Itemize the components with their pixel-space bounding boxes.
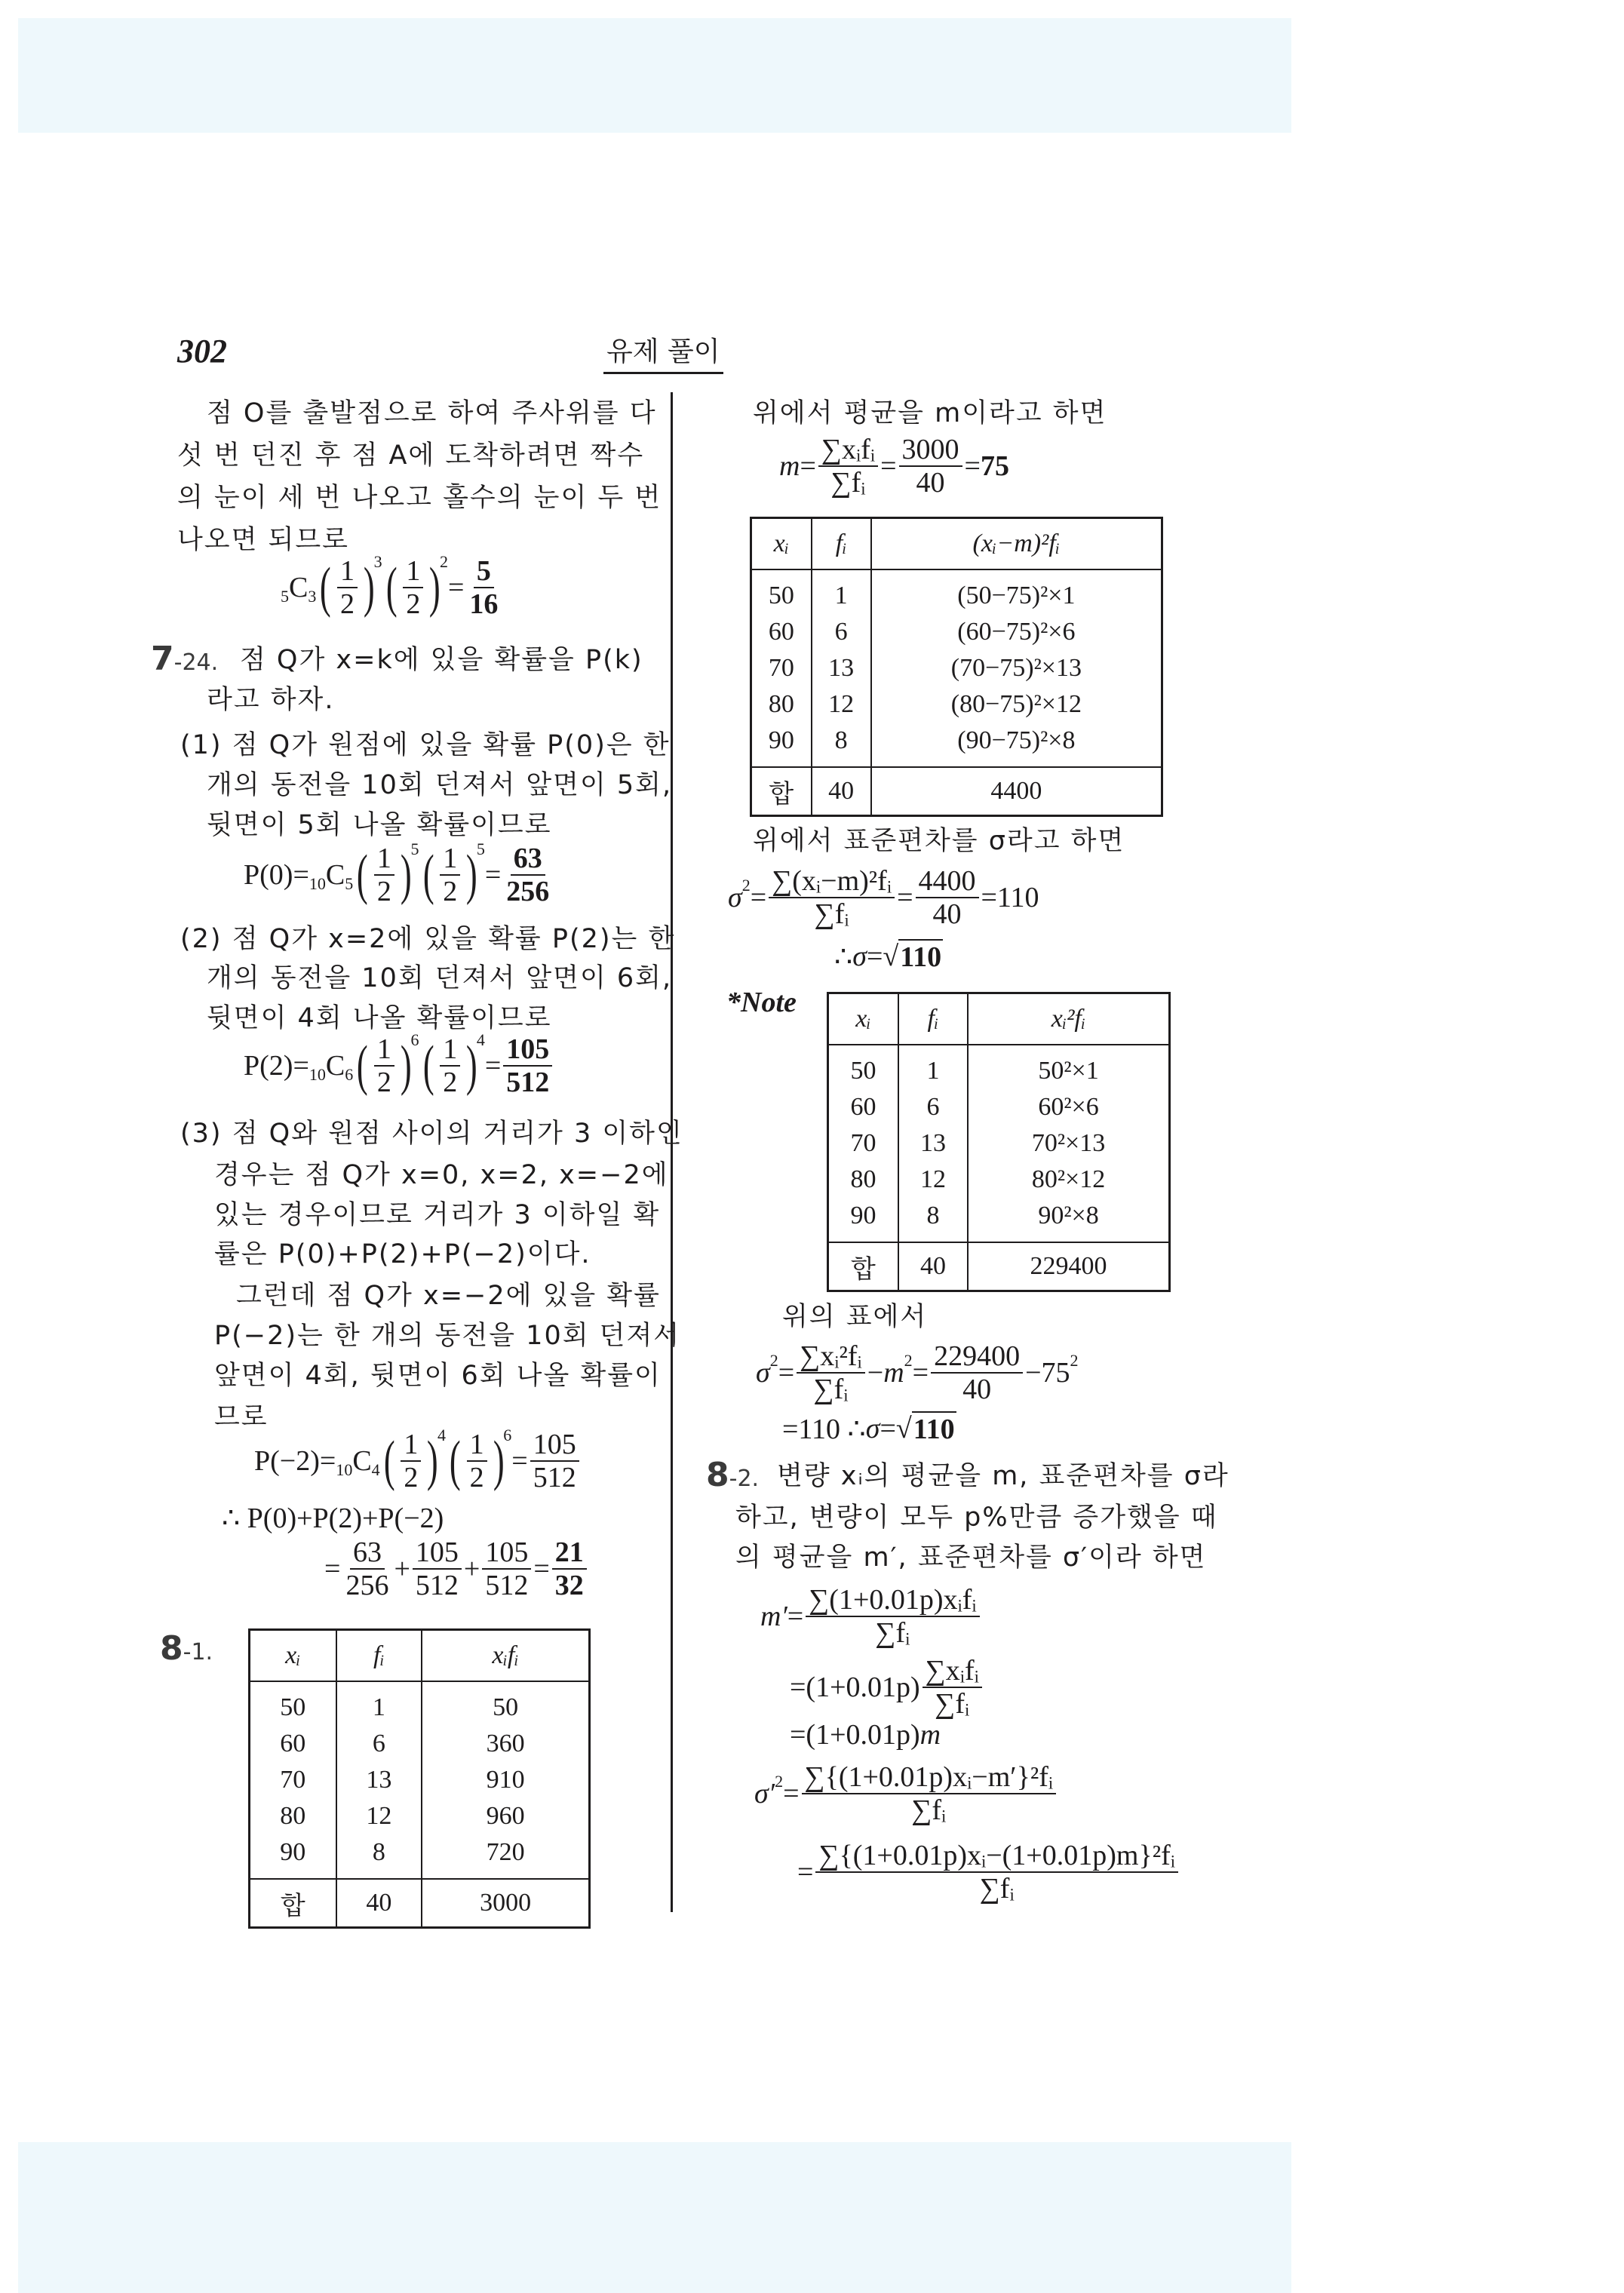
table-cell: 12	[336, 1798, 422, 1834]
formula-sigma-prime	[754, 1752, 1058, 1835]
fraction-numerator: 105	[413, 1536, 462, 1570]
table-header-row	[250, 1630, 590, 1682]
paragraph-line: (2) 점 Q가 x=2에 있을 확률 P(2)는 한	[180, 924, 676, 954]
fraction-denominator: 40	[932, 898, 962, 930]
table-cell: 40	[898, 1242, 968, 1291]
fraction-numerator: ∑{(1+0.01p)xᵢ−(1+0.01p)m}²fᵢ	[815, 1840, 1178, 1873]
fraction-numerator: 1	[467, 1429, 487, 1462]
fraction-numerator: 5	[474, 555, 494, 588]
fraction-numerator: 21	[552, 1536, 587, 1570]
fraction-numerator: 1	[374, 1033, 394, 1067]
formula-p0	[244, 833, 554, 916]
fraction-denominator: 40	[962, 1374, 992, 1405]
fraction-numerator: 1	[401, 1429, 421, 1462]
fraction-numerator: 1	[337, 555, 358, 588]
table-row	[751, 569, 1162, 614]
fraction-denominator: 32	[554, 1570, 584, 1601]
exponent: 6	[410, 1030, 419, 1049]
fraction-numerator: ∑xᵢ²fᵢ	[797, 1340, 865, 1374]
paragraph-line: P(−2)는 한 개의 동전을 10회 던져서	[214, 1321, 681, 1351]
paragraph-line: 개의 동전을 10회 던져서 앞면이 5회,	[207, 770, 673, 800]
fraction-denominator: ∑fᵢ	[830, 467, 866, 499]
fraction	[467, 1429, 487, 1493]
fraction-numerator: ∑(xᵢ−m)²fᵢ	[769, 865, 895, 898]
exponent: 4	[476, 1030, 485, 1049]
subscript: 3	[308, 587, 317, 606]
table-cell: 13	[336, 1762, 422, 1798]
fraction	[806, 1584, 979, 1649]
formula-text: =	[800, 450, 816, 482]
table-cell: 910	[422, 1762, 589, 1798]
fraction-denominator: ∑fᵢ	[875, 1617, 910, 1649]
column-header: xᵢ	[250, 1630, 336, 1682]
table-cell: 70	[828, 1125, 898, 1162]
paragraph-line: 나오면 되므로	[177, 525, 349, 555]
column-header: fᵢ	[898, 993, 968, 1045]
paragraph-line: 라고 하자.	[207, 685, 335, 715]
table-cell: (90−75)²×8	[871, 723, 1162, 767]
math-variable: m	[779, 450, 800, 482]
left-paren: (	[422, 1035, 434, 1097]
formula-text: =(1+0.01p)	[790, 1719, 920, 1751]
formula-text: =	[533, 1553, 550, 1585]
superscript: 2	[904, 1351, 913, 1370]
fraction-denominator: 256	[506, 876, 550, 907]
table-row	[828, 1089, 1170, 1125]
superscript: 2	[741, 876, 751, 895]
formula-text: P(0)=	[244, 859, 309, 891]
subscript: 5	[281, 587, 289, 606]
table-row	[828, 1162, 1170, 1198]
problem-label-8-1	[160, 1629, 213, 1668]
math-variable: m′	[760, 1601, 787, 1632]
page-header-title: 유제 풀이	[603, 330, 723, 374]
superscript: 2	[775, 1772, 784, 1791]
fraction-denominator: ∑fᵢ	[935, 1688, 970, 1720]
problem-number: -24.	[173, 649, 219, 676]
fraction	[337, 555, 358, 620]
table-cell: 80	[250, 1798, 336, 1834]
formula-text: =110	[981, 882, 1039, 913]
math-variable: σ	[728, 882, 742, 913]
fraction-denominator: 512	[415, 1570, 459, 1601]
paragraph-line: 점 Q가 x=k에 있을 확률을 P(k)	[240, 645, 643, 675]
fraction-denominator: 2	[443, 876, 458, 907]
table-cell: 1	[336, 1681, 422, 1726]
formula-text: =	[484, 859, 502, 891]
fraction-numerator: 105	[503, 1033, 552, 1067]
table-cell: 6	[898, 1089, 968, 1125]
fraction	[440, 843, 460, 907]
table-row	[250, 1834, 590, 1879]
formula-text: P(−2)=	[254, 1445, 336, 1477]
paragraph-line: 그런데 점 Q가 x=−2에 있을 확률	[236, 1281, 661, 1311]
left-paren: (	[357, 1035, 368, 1097]
right-paren: )	[429, 557, 441, 619]
left-paren: (	[357, 844, 368, 906]
table-header-row	[828, 993, 1170, 1045]
exponent: 3	[373, 552, 382, 571]
note-label: *Note	[726, 987, 797, 1018]
problem-number: -2.	[729, 1466, 760, 1492]
subscript: 10	[309, 874, 326, 893]
table-total-row	[751, 767, 1162, 816]
fraction-numerator: ∑xᵢfᵢ	[923, 1655, 982, 1688]
table-cell: 13	[898, 1125, 968, 1162]
fraction-denominator: ∑fᵢ	[814, 898, 849, 930]
formula-text: =	[797, 1856, 814, 1888]
fraction-denominator: 2	[469, 1462, 484, 1493]
paragraph-line: 있는 경우이므로 거리가 3 이하일 확	[214, 1200, 661, 1230]
problem-number: -1.	[183, 1639, 213, 1665]
table-header-row	[751, 518, 1162, 570]
table-cell: 13	[812, 650, 871, 686]
table-cell: (80−75)²×12	[871, 686, 1162, 723]
right-paren: )	[363, 557, 375, 619]
table-row	[250, 1762, 590, 1798]
left-paren: (	[449, 1430, 461, 1492]
table-row	[751, 723, 1162, 767]
formula-text: C	[325, 1050, 345, 1082]
table-cell: 40	[812, 767, 871, 816]
table-cell: 70	[250, 1762, 336, 1798]
paragraph-line: 의 평균을 m′, 표준편차를 σ′이라 하면	[735, 1542, 1207, 1573]
fraction-denominator: ∑fᵢ	[911, 1794, 947, 1826]
math-variable: σ′	[754, 1778, 775, 1810]
math-variable: σ	[852, 941, 867, 972]
table-cell: 90	[828, 1198, 898, 1242]
table-cell: 360	[422, 1726, 589, 1762]
table-cell: (60−75)²×6	[871, 614, 1162, 650]
fraction-denominator: 2	[404, 1462, 419, 1493]
formula-text: =	[511, 1445, 528, 1477]
paragraph-line: (3) 점 Q와 원점 사이의 거리가 3 이하인	[180, 1119, 683, 1149]
fraction	[374, 1033, 394, 1098]
column-header: (xᵢ−m)²fᵢ	[871, 518, 1162, 570]
paragraph-line: 률은 P(0)+P(2)+P(−2)이다.	[214, 1239, 591, 1269]
formula-text: =	[964, 450, 981, 482]
paragraph-line: 경우는 점 Q가 x=0, x=2, x=−2에	[214, 1160, 669, 1190]
table-cell: 90	[751, 723, 812, 767]
subscript: 6	[345, 1065, 354, 1084]
table-row	[751, 650, 1162, 686]
table-cell: 60	[828, 1089, 898, 1125]
fraction-numerator: 63	[350, 1536, 385, 1570]
frequency-table-8-1	[248, 1628, 591, 1929]
table-cell: 8	[336, 1834, 422, 1879]
table-row	[751, 686, 1162, 723]
left-paren: (	[422, 844, 434, 906]
exponent: 4	[437, 1426, 446, 1444]
fraction-denominator: 512	[506, 1067, 550, 1098]
fraction-denominator: 16	[469, 588, 499, 620]
column-header: xᵢ	[828, 993, 898, 1045]
fraction-numerator: 4400	[916, 865, 979, 898]
fraction-numerator: 1	[403, 555, 423, 588]
fraction-denominator: 512	[485, 1570, 529, 1601]
paragraph-line: 변량 xᵢ의 평균을 m, 표준편차를 σ라	[777, 1461, 1230, 1491]
right-paren: )	[400, 1035, 412, 1097]
table-cell: 8	[898, 1198, 968, 1242]
fraction	[440, 1033, 460, 1098]
math-variable: σ	[865, 1413, 880, 1444]
paragraph-line: (1) 점 Q가 원점에 있을 확률 P(0)은 한	[180, 730, 671, 760]
bottom-scan-band	[18, 2142, 1291, 2293]
table-cell: 3000	[422, 1879, 589, 1928]
fraction	[503, 1033, 552, 1098]
formula-text: =	[783, 1778, 800, 1810]
table-row	[250, 1798, 590, 1834]
paragraph-line: 개의 동전을 10회 던져서 앞면이 6회,	[207, 963, 673, 993]
paragraph-line: 점 O를 출발점으로 하여 주사위를 다	[207, 398, 657, 428]
formula-text: P(2)=	[244, 1050, 309, 1082]
table-cell: 50	[751, 569, 812, 614]
formula-mean	[779, 425, 1009, 508]
table-total-row	[828, 1242, 1170, 1291]
top-scan-band	[18, 18, 1291, 133]
fraction	[403, 555, 423, 620]
fraction	[899, 434, 962, 499]
formula-text: =	[778, 1357, 795, 1389]
formula-sigma-prime-2	[797, 1831, 1180, 1914]
fraction	[818, 434, 878, 499]
paragraph-line: 위의 표에서	[782, 1302, 928, 1332]
superscript: 2	[1070, 1351, 1079, 1370]
table-cell: 40	[336, 1879, 422, 1928]
subscript: 4	[371, 1460, 380, 1479]
formula-text: =	[750, 882, 767, 913]
table-total-row	[250, 1879, 590, 1928]
subscript: 10	[309, 1065, 326, 1084]
formula-text: =	[787, 1601, 804, 1632]
table-cell: 90	[250, 1834, 336, 1879]
math-variable: σ	[756, 1357, 770, 1389]
formula-sum	[324, 1527, 589, 1610]
fraction-denominator: ∑fᵢ	[979, 1873, 1015, 1905]
column-header: fᵢ	[812, 518, 871, 570]
fraction-numerator: 3000	[899, 434, 962, 467]
table-cell: 8	[812, 723, 871, 767]
fraction-denominator: 2	[443, 1067, 458, 1098]
table-cell: 합	[828, 1242, 898, 1291]
fraction	[802, 1761, 1057, 1826]
exponent: 5	[476, 840, 485, 858]
table-cell: 합	[250, 1879, 336, 1928]
problem-chapter: 7	[151, 640, 174, 678]
problem-chapter: 8	[160, 1629, 183, 1668]
subscript: 10	[336, 1460, 353, 1479]
paragraph-line: 뒷면이 4회 나올 확률이므로	[207, 1003, 552, 1033]
table-cell: 60	[250, 1726, 336, 1762]
fraction-numerator: 229400	[931, 1340, 1023, 1374]
fraction-numerator: 1	[374, 843, 394, 876]
sqrt-radicand: 110	[898, 939, 943, 974]
fraction-numerator: 105	[482, 1536, 531, 1570]
note-table	[827, 992, 1171, 1292]
fraction-denominator: 2	[376, 876, 391, 907]
column-header: xᵢ²fᵢ	[968, 993, 1169, 1045]
fraction	[413, 1536, 462, 1601]
table-row	[250, 1726, 590, 1762]
formula-text: =	[912, 1357, 929, 1389]
table-cell: 12	[898, 1162, 968, 1198]
table-cell: 1	[898, 1045, 968, 1089]
table-cell: 50²×1	[968, 1045, 1169, 1089]
fraction-numerator: ∑xᵢfᵢ	[818, 434, 878, 467]
table-row	[828, 1125, 1170, 1162]
table-cell: 50	[828, 1045, 898, 1089]
bold-result: 75	[980, 450, 1009, 482]
formula-text: =	[324, 1553, 341, 1585]
fraction-denominator: 40	[916, 467, 945, 499]
left-paren: (	[385, 557, 398, 619]
problem-label-7-24	[151, 640, 218, 678]
page-number: 302	[177, 333, 227, 370]
subscript: 5	[345, 874, 354, 893]
formula-text: ∴ P(0)+P(2)+P(−2)	[222, 1502, 444, 1534]
table-cell: 70	[751, 650, 812, 686]
problem-label-8-2	[706, 1456, 759, 1494]
table-cell: 12	[812, 686, 871, 723]
formula-text: =	[880, 450, 897, 482]
formula-p2	[244, 1024, 554, 1107]
fraction-numerator: ∑{(1+0.01p)xᵢ−m′}²fᵢ	[802, 1761, 1057, 1794]
table-row	[751, 614, 1162, 650]
formula-text: +	[394, 1553, 410, 1585]
fraction-denominator: 2	[406, 588, 421, 620]
right-paren: )	[427, 1430, 439, 1492]
column-header: xᵢfᵢ	[422, 1630, 589, 1682]
paragraph-line: 의 눈이 세 번 나오고 홀수의 눈이 두 번	[177, 483, 662, 513]
left-paren: (	[383, 1430, 395, 1492]
math-variable: m	[919, 1719, 941, 1751]
table-row	[828, 1045, 1170, 1089]
table-cell: 70²×13	[968, 1125, 1169, 1162]
fraction	[374, 843, 394, 907]
table-cell: (70−75)²×13	[871, 650, 1162, 686]
paragraph-line: 섯 번 던진 후 점 A에 도착하려면 짝수	[177, 440, 645, 471]
table-row	[828, 1198, 1170, 1242]
exponent: 2	[439, 552, 448, 571]
table-cell: 4400	[871, 767, 1162, 816]
left-paren: (	[320, 557, 332, 619]
exponent: 6	[503, 1426, 512, 1444]
variance-table	[750, 517, 1163, 817]
fraction-denominator: 512	[533, 1462, 576, 1493]
formula-text: C	[289, 572, 309, 603]
problem-chapter: 8	[706, 1456, 729, 1494]
fraction	[342, 1536, 391, 1601]
formula-text: =	[484, 1050, 502, 1082]
right-paren: )	[400, 844, 412, 906]
table-cell: 229400	[968, 1242, 1169, 1291]
formula-text: =(1+0.01p)	[790, 1671, 920, 1703]
formula-text: =	[897, 882, 913, 913]
sqrt-radicand: 110	[912, 1411, 956, 1446]
fraction	[530, 1429, 579, 1493]
fraction-numerator: 63	[511, 843, 545, 876]
fraction	[503, 843, 552, 907]
fraction-numerator: 105	[530, 1429, 579, 1462]
formula-5c3	[281, 546, 503, 629]
fraction-denominator: 256	[345, 1570, 389, 1601]
right-paren: )	[466, 844, 477, 906]
column-header: fᵢ	[336, 1630, 422, 1682]
superscript: 2	[769, 1351, 778, 1370]
formula-text: =	[447, 572, 465, 603]
fraction	[466, 555, 501, 620]
formula-text: −	[867, 1357, 884, 1389]
fraction-numerator: ∑(1+0.01p)xᵢfᵢ	[806, 1584, 979, 1617]
table-cell: 80²×12	[968, 1162, 1169, 1198]
fraction-denominator: 2	[340, 588, 355, 620]
exponent: 5	[410, 840, 419, 858]
table-cell: 50	[250, 1681, 336, 1726]
table-cell: 6	[812, 614, 871, 650]
table-cell: 80	[751, 686, 812, 723]
paragraph-line: 하고, 변량이 모두 p%만큼 증가했을 때	[735, 1503, 1218, 1533]
formula-sigma	[834, 915, 943, 998]
table-cell: 90²×8	[968, 1198, 1169, 1242]
formula-text: C	[352, 1445, 372, 1477]
math-variable: m	[883, 1357, 904, 1389]
right-paren: )	[493, 1430, 505, 1492]
fraction-numerator: 1	[440, 843, 460, 876]
formula-text: ∴	[834, 941, 853, 973]
column-header: xᵢ	[751, 518, 812, 570]
fraction	[482, 1536, 531, 1601]
formula-text: +	[463, 1553, 480, 1585]
table-cell: 6	[336, 1726, 422, 1762]
paragraph-line: 위에서 평균을 m이라고 하면	[753, 398, 1107, 428]
table-cell: 50	[422, 1681, 589, 1726]
paragraph-line: 위에서 표준편차를 σ라고 하면	[753, 826, 1125, 856]
paragraph-line: 므로	[214, 1402, 269, 1432]
formula-text: =√	[866, 941, 899, 972]
table-cell: 합	[751, 767, 812, 816]
table-cell: 720	[422, 1834, 589, 1879]
fraction-denominator: 2	[376, 1067, 391, 1098]
paragraph-line: 앞면이 4회, 뒷면이 6회 나올 확률이	[214, 1361, 662, 1391]
fraction-numerator: 1	[440, 1033, 460, 1067]
table-cell: 960	[422, 1798, 589, 1834]
formula-text: =110 ∴	[782, 1413, 866, 1445]
table-cell: (50−75)²×1	[871, 569, 1162, 614]
formula-text: −75	[1025, 1357, 1070, 1389]
table-cell: 1	[812, 569, 871, 614]
table-cell: 60²×6	[968, 1089, 1169, 1125]
fraction	[552, 1536, 587, 1601]
right-paren: )	[466, 1035, 477, 1097]
fraction-denominator: ∑fᵢ	[813, 1374, 849, 1405]
table-row	[250, 1681, 590, 1726]
paragraph-line: 뒷면이 5회 나올 확률이므로	[207, 810, 552, 840]
table-cell: 60	[751, 614, 812, 650]
fraction	[815, 1840, 1178, 1905]
formula-text: C	[325, 859, 345, 891]
formula-text: =√	[880, 1413, 912, 1444]
table-cell: 80	[828, 1162, 898, 1198]
